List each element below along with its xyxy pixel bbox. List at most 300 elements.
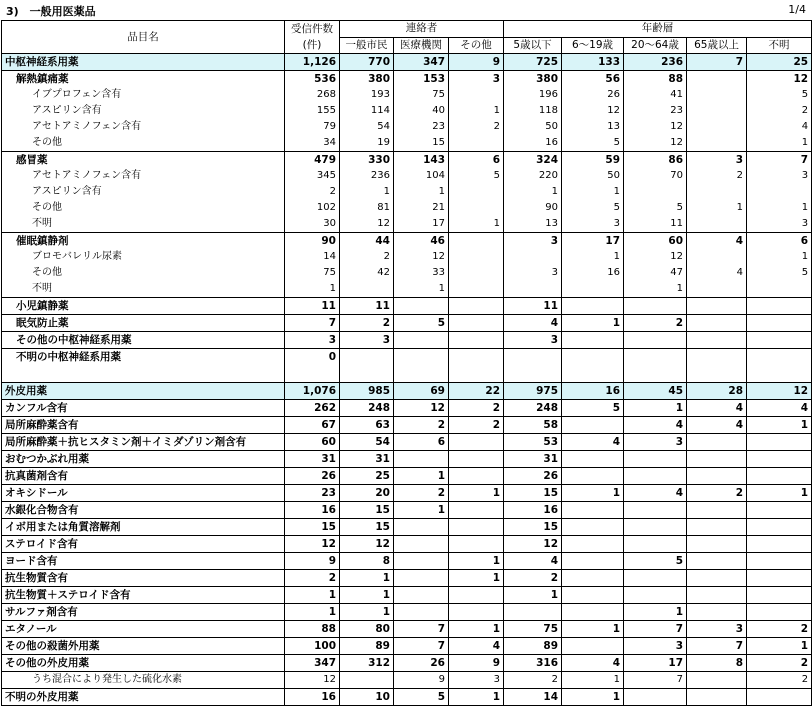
value-cell: 12 bbox=[624, 249, 687, 265]
item-name: アセトアミノフェン含有 bbox=[2, 168, 285, 184]
value-cell bbox=[687, 87, 747, 103]
item-name: ブロモバレリル尿素 bbox=[2, 249, 285, 265]
value-cell: 2 bbox=[449, 417, 504, 434]
otc-poison-consultation-table bbox=[1, 20, 812, 706]
value-cell: 3 bbox=[340, 332, 394, 349]
value-cell: 7 bbox=[394, 638, 449, 655]
value-cell bbox=[340, 365, 394, 383]
value-cell bbox=[687, 689, 747, 706]
value-cell bbox=[562, 553, 624, 570]
value-cell: 7 bbox=[624, 621, 687, 638]
value-cell bbox=[687, 536, 747, 553]
value-cell: 19 bbox=[340, 135, 394, 152]
value-cell: 5 bbox=[562, 135, 624, 152]
value-cell bbox=[340, 672, 394, 689]
item-name: 抗真菌剤含有 bbox=[2, 468, 285, 485]
value-cell: 345 bbox=[285, 168, 340, 184]
table-row bbox=[2, 536, 812, 553]
table-header bbox=[2, 21, 812, 54]
value-cell: 4 bbox=[449, 638, 504, 655]
value-cell: 4 bbox=[687, 417, 747, 434]
value-cell: 324 bbox=[504, 152, 562, 169]
value-cell bbox=[394, 604, 449, 621]
table-row bbox=[2, 689, 812, 706]
value-cell: 5 bbox=[624, 553, 687, 570]
value-cell: 2 bbox=[747, 672, 812, 689]
value-cell: 3 bbox=[747, 216, 812, 233]
value-cell: 196 bbox=[504, 87, 562, 103]
value-cell: 12 bbox=[624, 135, 687, 152]
value-cell: 220 bbox=[504, 168, 562, 184]
value-cell: 12 bbox=[285, 672, 340, 689]
value-cell: 88 bbox=[285, 621, 340, 638]
category-row bbox=[2, 383, 812, 400]
value-cell: 536 bbox=[285, 71, 340, 88]
value-cell bbox=[562, 298, 624, 315]
value-cell: 16 bbox=[504, 502, 562, 519]
item-name: カンフル含有 bbox=[2, 400, 285, 417]
value-cell: 5 bbox=[449, 168, 504, 184]
value-cell: 102 bbox=[285, 200, 340, 216]
value-cell: 1 bbox=[394, 468, 449, 485]
value-cell: 12 bbox=[747, 71, 812, 88]
value-cell: 11 bbox=[504, 298, 562, 315]
value-cell bbox=[394, 553, 449, 570]
value-cell: 9 bbox=[285, 553, 340, 570]
value-cell: 114 bbox=[340, 103, 394, 119]
value-cell bbox=[504, 349, 562, 366]
value-cell bbox=[747, 502, 812, 519]
value-cell: 1 bbox=[394, 281, 449, 298]
value-cell: 15 bbox=[504, 485, 562, 502]
value-cell bbox=[449, 587, 504, 604]
value-cell bbox=[562, 604, 624, 621]
value-cell: 3 bbox=[449, 71, 504, 88]
sub-item-row bbox=[2, 135, 812, 152]
value-cell: 380 bbox=[340, 71, 394, 88]
value-cell: 7 bbox=[394, 621, 449, 638]
item-name: 催眠鎮静剤 bbox=[2, 233, 285, 250]
value-cell: 88 bbox=[624, 71, 687, 88]
header-count-line1: 受信件数 bbox=[291, 23, 333, 35]
value-cell: 69 bbox=[394, 383, 449, 400]
sub-item-row bbox=[2, 281, 812, 298]
value-cell bbox=[624, 689, 687, 706]
item-name: エタノール bbox=[2, 621, 285, 638]
value-cell: 118 bbox=[504, 103, 562, 119]
item-name: ヨード含有 bbox=[2, 553, 285, 570]
value-cell: 1 bbox=[394, 184, 449, 200]
value-cell bbox=[394, 365, 449, 383]
value-cell bbox=[449, 184, 504, 200]
value-cell: 7 bbox=[624, 672, 687, 689]
value-cell: 54 bbox=[340, 434, 394, 451]
value-cell bbox=[687, 216, 747, 233]
value-cell bbox=[449, 536, 504, 553]
value-cell bbox=[747, 365, 812, 383]
item-name: 解熱鎮痛薬 bbox=[2, 71, 285, 88]
value-cell: 1 bbox=[449, 216, 504, 233]
value-cell: 1 bbox=[285, 604, 340, 621]
table-row bbox=[2, 417, 812, 434]
value-cell: 1 bbox=[747, 135, 812, 152]
value-cell: 4 bbox=[687, 233, 747, 250]
table-row bbox=[2, 434, 812, 451]
item-name: オキシドール bbox=[2, 485, 285, 502]
value-cell bbox=[747, 281, 812, 298]
value-cell: 3 bbox=[562, 216, 624, 233]
value-cell bbox=[747, 570, 812, 587]
sub-item-row bbox=[2, 216, 812, 233]
value-cell bbox=[449, 332, 504, 349]
value-cell: 1 bbox=[562, 621, 624, 638]
value-cell bbox=[394, 519, 449, 536]
sub-item-row bbox=[2, 249, 812, 265]
value-cell bbox=[687, 281, 747, 298]
value-cell: 133 bbox=[562, 54, 624, 71]
value-cell: 21 bbox=[394, 200, 449, 216]
value-cell: 13 bbox=[504, 216, 562, 233]
value-cell: 4 bbox=[504, 315, 562, 332]
item-name: 局所麻酔薬＋抗ヒスタミン剤＋イミダゾリン剤含有 bbox=[2, 434, 285, 451]
sub-item-row bbox=[2, 119, 812, 135]
value-cell: 15 bbox=[504, 519, 562, 536]
value-cell: 8 bbox=[687, 655, 747, 672]
value-cell: 31 bbox=[340, 451, 394, 468]
value-cell bbox=[747, 332, 812, 349]
item-name: おむつかぶれ用薬 bbox=[2, 451, 285, 468]
item-name: 抗生物質＋ステロイド含有 bbox=[2, 587, 285, 604]
value-cell: 58 bbox=[504, 417, 562, 434]
value-cell: 5 bbox=[562, 400, 624, 417]
value-cell: 1 bbox=[285, 281, 340, 298]
value-cell: 46 bbox=[394, 233, 449, 250]
value-cell: 75 bbox=[394, 87, 449, 103]
value-cell: 0 bbox=[285, 349, 340, 366]
value-cell bbox=[624, 184, 687, 200]
header-contact: 連絡者 bbox=[340, 21, 504, 38]
value-cell: 268 bbox=[285, 87, 340, 103]
value-cell: 1 bbox=[624, 604, 687, 621]
value-cell bbox=[504, 249, 562, 265]
value-cell: 40 bbox=[394, 103, 449, 119]
value-cell: 16 bbox=[562, 265, 624, 281]
value-cell: 16 bbox=[285, 689, 340, 706]
value-cell: 5 bbox=[747, 87, 812, 103]
value-cell: 1,126 bbox=[285, 54, 340, 71]
value-cell: 236 bbox=[624, 54, 687, 71]
section-title: 3) 一般用医薬品 bbox=[6, 5, 96, 18]
item-name: 局所麻酔薬含有 bbox=[2, 417, 285, 434]
value-cell: 75 bbox=[285, 265, 340, 281]
value-cell bbox=[747, 184, 812, 200]
value-cell: 5 bbox=[562, 200, 624, 216]
value-cell bbox=[504, 365, 562, 383]
value-cell bbox=[285, 365, 340, 383]
sub-item-row bbox=[2, 103, 812, 119]
value-cell bbox=[687, 332, 747, 349]
value-cell: 1 bbox=[562, 249, 624, 265]
value-cell: 17 bbox=[562, 233, 624, 250]
table-row bbox=[2, 638, 812, 655]
item-name: その他 bbox=[2, 200, 285, 216]
value-cell bbox=[562, 536, 624, 553]
value-cell: 23 bbox=[624, 103, 687, 119]
value-cell: 26 bbox=[562, 87, 624, 103]
item-name: その他 bbox=[2, 135, 285, 152]
value-cell: 70 bbox=[624, 168, 687, 184]
value-cell bbox=[562, 587, 624, 604]
value-cell bbox=[624, 519, 687, 536]
value-cell: 3 bbox=[624, 638, 687, 655]
value-cell bbox=[562, 570, 624, 587]
value-cell bbox=[624, 502, 687, 519]
page-number: 1/4 bbox=[788, 3, 806, 16]
value-cell: 15 bbox=[340, 519, 394, 536]
value-cell: 9 bbox=[449, 54, 504, 71]
value-cell: 985 bbox=[340, 383, 394, 400]
value-cell: 380 bbox=[504, 71, 562, 88]
sub-item-row bbox=[2, 168, 812, 184]
value-cell bbox=[624, 587, 687, 604]
table-row bbox=[2, 587, 812, 604]
value-cell: 26 bbox=[394, 655, 449, 672]
value-cell: 23 bbox=[285, 485, 340, 502]
value-cell: 1 bbox=[624, 281, 687, 298]
value-cell: 20 bbox=[340, 485, 394, 502]
value-cell: 770 bbox=[340, 54, 394, 71]
value-cell: 1 bbox=[747, 417, 812, 434]
sub-item-row bbox=[2, 672, 812, 689]
value-cell: 4 bbox=[687, 265, 747, 281]
value-cell bbox=[624, 298, 687, 315]
value-cell bbox=[747, 587, 812, 604]
value-cell bbox=[562, 349, 624, 366]
value-cell: 7 bbox=[687, 54, 747, 71]
value-cell bbox=[687, 434, 747, 451]
value-cell: 2 bbox=[340, 249, 394, 265]
value-cell bbox=[624, 349, 687, 366]
value-cell: 262 bbox=[285, 400, 340, 417]
value-cell: 16 bbox=[504, 135, 562, 152]
value-cell: 725 bbox=[504, 54, 562, 71]
item-name: 感冒薬 bbox=[2, 152, 285, 169]
value-cell: 1 bbox=[340, 570, 394, 587]
value-cell: 1,076 bbox=[285, 383, 340, 400]
value-cell bbox=[687, 71, 747, 88]
value-cell: 4 bbox=[747, 400, 812, 417]
value-cell bbox=[449, 135, 504, 152]
category-row bbox=[2, 54, 812, 71]
value-cell bbox=[687, 451, 747, 468]
value-cell: 56 bbox=[562, 71, 624, 88]
value-cell bbox=[747, 689, 812, 706]
item-name: イブプロフェン含有 bbox=[2, 87, 285, 103]
value-cell bbox=[624, 536, 687, 553]
value-cell: 8 bbox=[340, 553, 394, 570]
table-row bbox=[2, 71, 812, 88]
value-cell: 3 bbox=[449, 672, 504, 689]
value-cell: 1 bbox=[624, 400, 687, 417]
value-cell: 2 bbox=[285, 570, 340, 587]
value-cell bbox=[687, 349, 747, 366]
header-age-under5: 5歳以下 bbox=[504, 37, 562, 54]
header-age-65plus: 65歳以上 bbox=[687, 37, 747, 54]
value-cell: 12 bbox=[394, 249, 449, 265]
spacer-row bbox=[2, 365, 812, 383]
table-row bbox=[2, 315, 812, 332]
value-cell: 9 bbox=[394, 672, 449, 689]
header-contact-public: 一般市民 bbox=[340, 37, 394, 54]
value-cell: 1 bbox=[747, 200, 812, 216]
value-cell bbox=[449, 434, 504, 451]
value-cell bbox=[562, 281, 624, 298]
value-cell: 80 bbox=[340, 621, 394, 638]
value-cell: 50 bbox=[504, 119, 562, 135]
value-cell: 34 bbox=[285, 135, 340, 152]
value-cell: 9 bbox=[449, 655, 504, 672]
value-cell bbox=[449, 502, 504, 519]
value-cell: 975 bbox=[504, 383, 562, 400]
value-cell bbox=[562, 417, 624, 434]
value-cell: 236 bbox=[340, 168, 394, 184]
value-cell bbox=[449, 451, 504, 468]
value-cell: 7 bbox=[747, 152, 812, 169]
value-cell bbox=[747, 536, 812, 553]
value-cell: 75 bbox=[504, 621, 562, 638]
value-cell bbox=[340, 281, 394, 298]
value-cell: 1 bbox=[687, 200, 747, 216]
value-cell bbox=[687, 587, 747, 604]
value-cell bbox=[747, 315, 812, 332]
value-cell bbox=[394, 349, 449, 366]
item-name: 眠気防止薬 bbox=[2, 315, 285, 332]
item-name: うち混合により発生した硫化水素 bbox=[2, 672, 285, 689]
sub-item-row bbox=[2, 265, 812, 281]
value-cell bbox=[449, 233, 504, 250]
value-cell: 17 bbox=[624, 655, 687, 672]
value-cell: 7 bbox=[687, 638, 747, 655]
table-row bbox=[2, 451, 812, 468]
value-cell bbox=[394, 536, 449, 553]
table-row bbox=[2, 468, 812, 485]
value-cell: 2 bbox=[394, 417, 449, 434]
value-cell: 60 bbox=[624, 233, 687, 250]
value-cell: 53 bbox=[504, 434, 562, 451]
value-cell: 54 bbox=[340, 119, 394, 135]
value-cell: 12 bbox=[624, 119, 687, 135]
value-cell: 13 bbox=[562, 119, 624, 135]
value-cell: 4 bbox=[747, 119, 812, 135]
header-count bbox=[285, 21, 340, 54]
sub-item-row bbox=[2, 87, 812, 103]
value-cell: 90 bbox=[285, 233, 340, 250]
value-cell: 1 bbox=[562, 184, 624, 200]
item-name: ステロイド含有 bbox=[2, 536, 285, 553]
value-cell: 23 bbox=[394, 119, 449, 135]
value-cell: 25 bbox=[747, 54, 812, 71]
value-cell bbox=[449, 87, 504, 103]
value-cell: 86 bbox=[624, 152, 687, 169]
value-cell bbox=[687, 298, 747, 315]
value-cell: 1 bbox=[504, 184, 562, 200]
value-cell: 31 bbox=[285, 451, 340, 468]
value-cell: 31 bbox=[504, 451, 562, 468]
value-cell: 1 bbox=[285, 587, 340, 604]
table-row bbox=[2, 298, 812, 315]
value-cell bbox=[504, 281, 562, 298]
value-cell: 44 bbox=[340, 233, 394, 250]
header-age-unknown: 不明 bbox=[747, 37, 812, 54]
value-cell bbox=[687, 502, 747, 519]
value-cell bbox=[449, 298, 504, 315]
value-cell bbox=[624, 451, 687, 468]
value-cell: 59 bbox=[562, 152, 624, 169]
value-cell: 5 bbox=[394, 689, 449, 706]
item-name: 不明の外皮用薬 bbox=[2, 689, 285, 706]
value-cell bbox=[687, 103, 747, 119]
value-cell: 3 bbox=[624, 434, 687, 451]
value-cell: 1 bbox=[394, 502, 449, 519]
value-cell bbox=[562, 451, 624, 468]
value-cell: 60 bbox=[285, 434, 340, 451]
item-name: 中枢神経系用薬 bbox=[2, 54, 285, 71]
value-cell: 5 bbox=[624, 200, 687, 216]
title-row bbox=[0, 0, 812, 20]
value-cell: 1 bbox=[449, 689, 504, 706]
item-name: 抗生物質含有 bbox=[2, 570, 285, 587]
value-cell: 12 bbox=[285, 536, 340, 553]
value-cell: 347 bbox=[285, 655, 340, 672]
value-cell: 1 bbox=[747, 485, 812, 502]
value-cell: 14 bbox=[504, 689, 562, 706]
value-cell bbox=[687, 468, 747, 485]
value-cell: 90 bbox=[504, 200, 562, 216]
table-row bbox=[2, 233, 812, 250]
value-cell: 2 bbox=[687, 168, 747, 184]
value-cell: 1 bbox=[449, 570, 504, 587]
value-cell: 16 bbox=[285, 502, 340, 519]
value-cell: 67 bbox=[285, 417, 340, 434]
value-cell: 11 bbox=[340, 298, 394, 315]
value-cell: 2 bbox=[624, 315, 687, 332]
item-name: サルファ剤含有 bbox=[2, 604, 285, 621]
item-name: アスピリン含有 bbox=[2, 184, 285, 200]
value-cell bbox=[687, 604, 747, 621]
item-name: その他の中枢神経系用薬 bbox=[2, 332, 285, 349]
value-cell: 479 bbox=[285, 152, 340, 169]
value-cell: 1 bbox=[562, 689, 624, 706]
value-cell bbox=[687, 184, 747, 200]
value-cell: 2 bbox=[747, 655, 812, 672]
value-cell: 12 bbox=[504, 536, 562, 553]
value-cell bbox=[449, 468, 504, 485]
value-cell: 1 bbox=[340, 604, 394, 621]
value-cell: 12 bbox=[562, 103, 624, 119]
item-name: 不明 bbox=[2, 216, 285, 233]
value-cell: 26 bbox=[504, 468, 562, 485]
value-cell: 15 bbox=[394, 135, 449, 152]
value-cell: 45 bbox=[624, 383, 687, 400]
value-cell bbox=[394, 570, 449, 587]
value-cell: 2 bbox=[449, 119, 504, 135]
item-name: 不明 bbox=[2, 281, 285, 298]
value-cell: 1 bbox=[747, 249, 812, 265]
value-cell bbox=[687, 135, 747, 152]
value-cell: 143 bbox=[394, 152, 449, 169]
value-cell: 1 bbox=[504, 587, 562, 604]
item-name: アセトアミノフェン含有 bbox=[2, 119, 285, 135]
